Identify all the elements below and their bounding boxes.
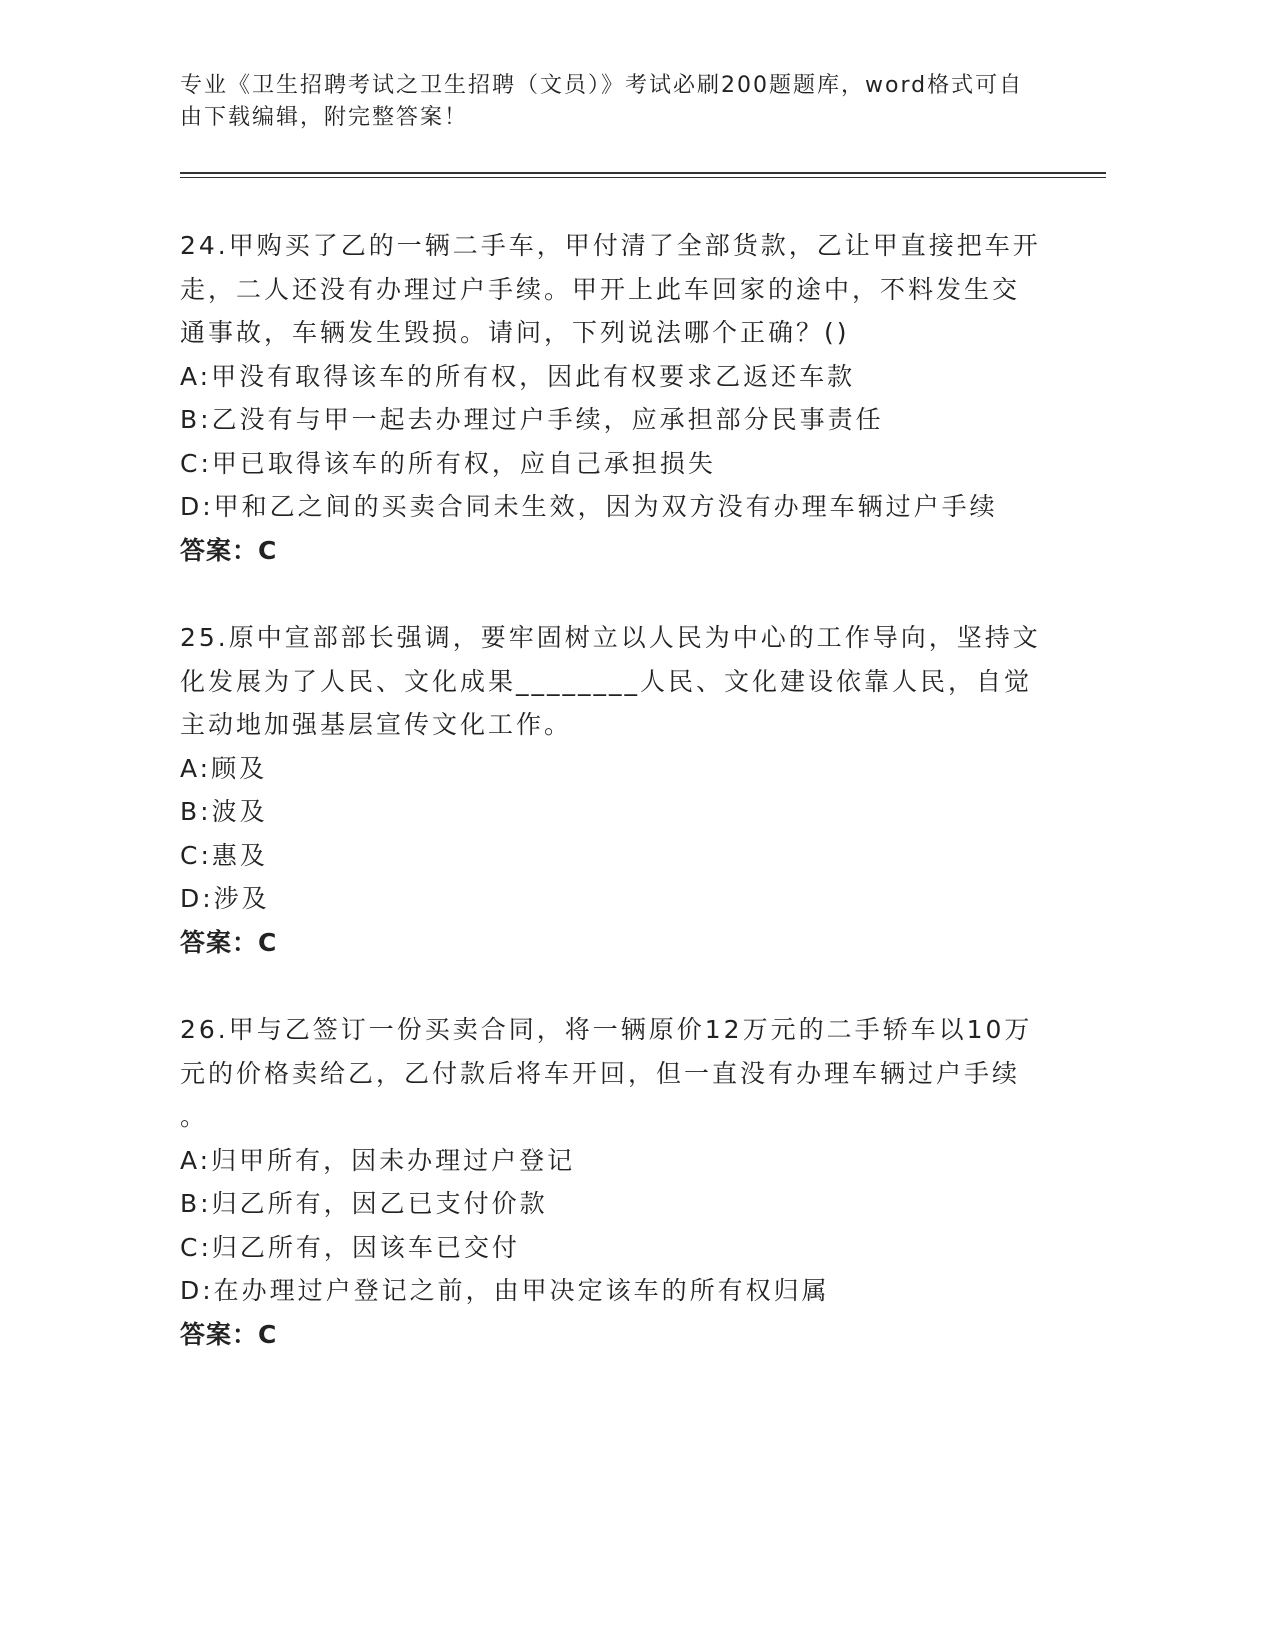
option-c: C:惠及 [180, 840, 268, 870]
question-stem-line: 24.甲购买了乙的一辆二手车，甲付清了全部货款，乙让甲直接把车开 [180, 231, 1041, 260]
option-a: A:归甲所有，因未办理过户登记 [180, 1145, 576, 1175]
question-26 [180, 1008, 1080, 1356]
option-d: D:涉及 [180, 884, 270, 913]
question-25 [180, 616, 1080, 964]
document-header [180, 70, 1060, 134]
question-stem-line: 化发展为了人民、文化成果________人民、文化建设依靠人民，自觉 [180, 666, 1033, 696]
option-c: C:归乙所有，因该车已交付 [180, 1232, 520, 1262]
header-divider-thin [180, 177, 1106, 178]
header-line-2: 由下载编辑，附完整答案！ [180, 105, 469, 130]
answer-label: 答案：C [180, 535, 278, 565]
answer-label: 答案：C [180, 1319, 278, 1349]
answer-label: 答案：C [180, 927, 278, 957]
option-c: C:甲已取得该车的所有权，应自己承担损失 [180, 448, 716, 478]
question-stem-line: 元的价格卖给乙，乙付款后将车开回，但一直没有办理车辆过户手续 [180, 1058, 1021, 1088]
question-stem-line: 走，二人还没有办理过户手续。甲开上此车回家的途中，不料发生交 [180, 274, 1021, 304]
question-stem-line: 。 [180, 1102, 209, 1131]
header-line-1: 专业《卫生招聘考试之卫生招聘（文员）》考试必刷200题题库，word格式可自 [180, 73, 1024, 98]
question-stem-line: 通事故，车辆发生毁损。请问，下列说法哪个正确？() [180, 318, 850, 347]
header-divider-thick [180, 172, 1106, 174]
option-a: A:顾及 [180, 753, 268, 783]
option-d: D:甲和乙之间的买卖合同未生效，因为双方没有办理车辆过户手续 [180, 492, 998, 521]
question-stem-line: 主动地加强基层宣传文化工作。 [180, 710, 573, 739]
option-b: B:乙没有与甲一起去办理过户手续，应承担部分民事责任 [180, 405, 884, 434]
question-24 [180, 224, 1080, 572]
option-d: D:在办理过户登记之前，由甲决定该车的所有权归属 [180, 1276, 830, 1305]
option-a: A:甲没有取得该车的所有权，因此有权要求乙返还车款 [180, 361, 856, 391]
option-b: B:波及 [180, 797, 268, 826]
question-stem-line: 25.原中宣部部长强调，要牢固树立以人民为中心的工作导向，坚持文 [180, 623, 1041, 652]
question-stem-line: 26.甲与乙签订一份买卖合同，将一辆原价12万元的二手轿车以10万 [180, 1015, 1033, 1044]
option-b: B:归乙所有，因乙已支付价款 [180, 1189, 548, 1218]
